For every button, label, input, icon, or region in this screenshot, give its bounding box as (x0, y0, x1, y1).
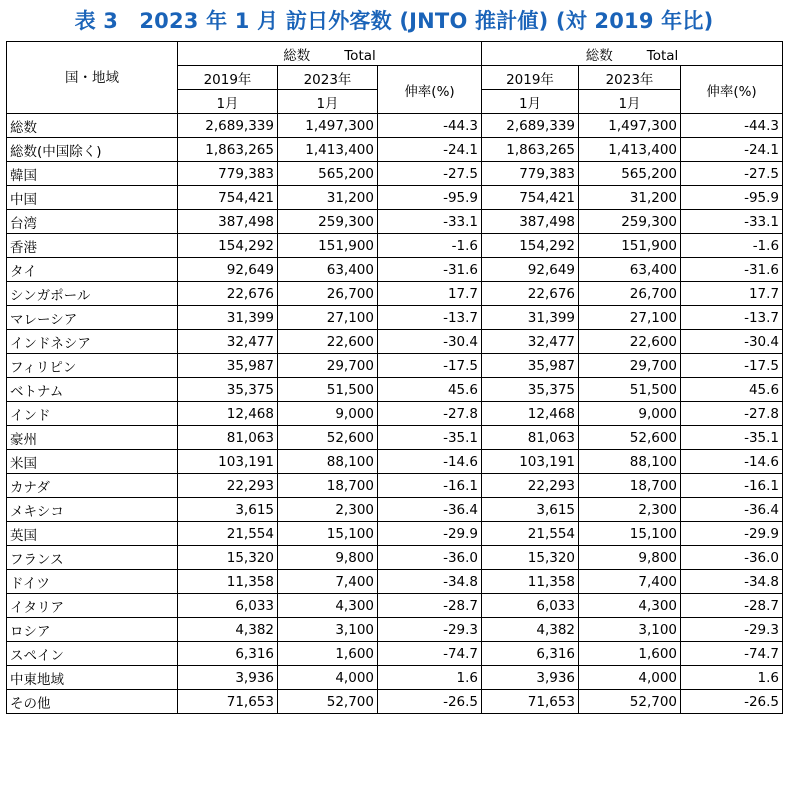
row-right-2023: 1,600 (579, 642, 681, 666)
visitor-table (6, 41, 783, 714)
row-left-2023: 1,600 (278, 642, 378, 666)
table-row (7, 378, 783, 402)
row-left-pct: -74.7 (378, 642, 482, 666)
row-left-2023: 51,500 (278, 378, 378, 402)
table-row (7, 498, 783, 522)
row-right-pct: -74.7 (681, 642, 783, 666)
row-name: カナダ (7, 474, 178, 498)
row-right-2023: 1,413,400 (579, 138, 681, 162)
row-left-2019: 154,292 (178, 234, 278, 258)
row-left-2023: 29,700 (278, 354, 378, 378)
row-name: フランス (7, 546, 178, 570)
row-left-2019: 6,033 (178, 594, 278, 618)
row-name: スペイン (7, 642, 178, 666)
row-name: 中国 (7, 186, 178, 210)
table-row (7, 474, 783, 498)
row-right-2023: 7,400 (579, 570, 681, 594)
row-name: タイ (7, 258, 178, 282)
row-right-2023: 27,100 (579, 306, 681, 330)
row-right-2019: 4,382 (482, 618, 579, 642)
row-left-2023: 7,400 (278, 570, 378, 594)
row-left-2019: 12,468 (178, 402, 278, 426)
header-right-month-2023: 1月 (579, 90, 681, 114)
row-right-2023: 4,000 (579, 666, 681, 690)
table-row (7, 618, 783, 642)
row-left-2019: 754,421 (178, 186, 278, 210)
row-left-pct: -36.4 (378, 498, 482, 522)
row-right-pct: -29.3 (681, 618, 783, 642)
row-left-pct: -26.5 (378, 690, 482, 714)
row-right-2019: 22,676 (482, 282, 579, 306)
row-right-pct: 17.7 (681, 282, 783, 306)
row-right-2023: 565,200 (579, 162, 681, 186)
row-right-pct: -30.4 (681, 330, 783, 354)
row-right-2023: 52,700 (579, 690, 681, 714)
row-left-2023: 63,400 (278, 258, 378, 282)
header-right-2023: 2023年 (579, 66, 681, 90)
row-name: 米国 (7, 450, 178, 474)
row-right-2023: 259,300 (579, 210, 681, 234)
row-right-2019: 387,498 (482, 210, 579, 234)
row-right-2019: 103,191 (482, 450, 579, 474)
table-row (7, 690, 783, 714)
row-left-2019: 31,399 (178, 306, 278, 330)
row-right-2019: 6,033 (482, 594, 579, 618)
row-right-2023: 52,600 (579, 426, 681, 450)
row-right-2019: 779,383 (482, 162, 579, 186)
table-row (7, 114, 783, 138)
row-right-pct: 1.6 (681, 666, 783, 690)
row-left-pct: -24.1 (378, 138, 482, 162)
row-left-2019: 21,554 (178, 522, 278, 546)
row-left-2019: 1,863,265 (178, 138, 278, 162)
row-right-pct: -35.1 (681, 426, 783, 450)
row-left-2023: 15,100 (278, 522, 378, 546)
row-name: 総数(中国除く) (7, 138, 178, 162)
row-right-2019: 2,689,339 (482, 114, 579, 138)
table-row (7, 594, 783, 618)
row-left-pct: 17.7 (378, 282, 482, 306)
row-left-2023: 88,100 (278, 450, 378, 474)
row-right-2019: 1,863,265 (482, 138, 579, 162)
header-group-left (178, 42, 482, 66)
row-right-pct: -16.1 (681, 474, 783, 498)
row-right-2019: 32,477 (482, 330, 579, 354)
header-left-month-2023: 1月 (278, 90, 378, 114)
table-row (7, 642, 783, 666)
row-name: ロシア (7, 618, 178, 642)
row-name: ベトナム (7, 378, 178, 402)
row-right-2019: 35,375 (482, 378, 579, 402)
row-left-2023: 22,600 (278, 330, 378, 354)
row-left-2019: 81,063 (178, 426, 278, 450)
table-row (7, 402, 783, 426)
table-row (7, 570, 783, 594)
row-left-2023: 2,300 (278, 498, 378, 522)
table-row (7, 306, 783, 330)
row-right-2019: 6,316 (482, 642, 579, 666)
row-right-2019: 81,063 (482, 426, 579, 450)
row-right-2023: 151,900 (579, 234, 681, 258)
header-corner: 国・地域 (7, 42, 178, 114)
header-left-2019: 2019年 (178, 66, 278, 90)
row-right-pct: -24.1 (681, 138, 783, 162)
row-left-2019: 387,498 (178, 210, 278, 234)
row-left-2023: 3,100 (278, 618, 378, 642)
row-name: インド (7, 402, 178, 426)
row-right-2023: 18,700 (579, 474, 681, 498)
table-row (7, 354, 783, 378)
row-left-pct: -31.6 (378, 258, 482, 282)
row-right-pct: -27.5 (681, 162, 783, 186)
row-right-pct: -14.6 (681, 450, 783, 474)
row-right-2023: 26,700 (579, 282, 681, 306)
row-left-2019: 22,676 (178, 282, 278, 306)
row-name: 総数 (7, 114, 178, 138)
row-right-2019: 22,293 (482, 474, 579, 498)
row-left-pct: -13.7 (378, 306, 482, 330)
row-right-2019: 71,653 (482, 690, 579, 714)
row-name: 英国 (7, 522, 178, 546)
header-group-left-total: Total (344, 47, 376, 64)
row-left-2023: 565,200 (278, 162, 378, 186)
row-left-2023: 9,800 (278, 546, 378, 570)
row-left-pct: -95.9 (378, 186, 482, 210)
table-row (7, 186, 783, 210)
row-left-2023: 52,700 (278, 690, 378, 714)
table-row (7, 162, 783, 186)
row-right-pct: -13.7 (681, 306, 783, 330)
row-right-2019: 92,649 (482, 258, 579, 282)
row-right-pct: -33.1 (681, 210, 783, 234)
row-name: インドネシア (7, 330, 178, 354)
row-right-2023: 29,700 (579, 354, 681, 378)
row-left-pct: -16.1 (378, 474, 482, 498)
row-right-pct: -17.5 (681, 354, 783, 378)
row-left-2023: 4,000 (278, 666, 378, 690)
row-right-2023: 3,100 (579, 618, 681, 642)
row-left-2019: 35,375 (178, 378, 278, 402)
row-right-2023: 9,000 (579, 402, 681, 426)
row-left-pct: -44.3 (378, 114, 482, 138)
row-right-2023: 51,500 (579, 378, 681, 402)
row-left-2019: 11,358 (178, 570, 278, 594)
row-left-2023: 1,497,300 (278, 114, 378, 138)
row-right-pct: -95.9 (681, 186, 783, 210)
row-left-pct: 45.6 (378, 378, 482, 402)
row-left-pct: -34.8 (378, 570, 482, 594)
row-left-2019: 15,320 (178, 546, 278, 570)
row-left-pct: -17.5 (378, 354, 482, 378)
table-row (7, 522, 783, 546)
header-left-2023: 2023年 (278, 66, 378, 90)
row-right-pct: 45.6 (681, 378, 783, 402)
row-name: 韓国 (7, 162, 178, 186)
row-left-2019: 71,653 (178, 690, 278, 714)
page-title: 表 3 2023 年 1 月 訪日外客数 (JNTO 推計値) (対 2019 年比) (74, 9, 714, 33)
row-right-pct: -44.3 (681, 114, 783, 138)
row-left-2023: 259,300 (278, 210, 378, 234)
row-name: 中東地域 (7, 666, 178, 690)
row-name: その他 (7, 690, 178, 714)
row-right-pct: -36.0 (681, 546, 783, 570)
header-group-right (482, 42, 783, 66)
row-left-2019: 32,477 (178, 330, 278, 354)
table-row (7, 426, 783, 450)
table-row (7, 258, 783, 282)
row-right-2019: 15,320 (482, 546, 579, 570)
row-left-2019: 779,383 (178, 162, 278, 186)
row-left-2019: 2,689,339 (178, 114, 278, 138)
row-left-2023: 31,200 (278, 186, 378, 210)
row-name: 台湾 (7, 210, 178, 234)
row-right-2023: 2,300 (579, 498, 681, 522)
row-left-2019: 3,615 (178, 498, 278, 522)
row-left-pct: -28.7 (378, 594, 482, 618)
header-right-2019: 2019年 (482, 66, 579, 90)
row-left-2023: 18,700 (278, 474, 378, 498)
row-right-2019: 11,358 (482, 570, 579, 594)
row-left-2019: 4,382 (178, 618, 278, 642)
row-name: 豪州 (7, 426, 178, 450)
header-row-group (7, 42, 783, 66)
row-right-pct: -29.9 (681, 522, 783, 546)
row-left-2023: 26,700 (278, 282, 378, 306)
row-name: フィリピン (7, 354, 178, 378)
header-right-pct: 伸率(%) (681, 66, 783, 114)
row-name: 香港 (7, 234, 178, 258)
table-row (7, 546, 783, 570)
row-name: ドイツ (7, 570, 178, 594)
row-right-pct: -36.4 (681, 498, 783, 522)
row-left-2023: 9,000 (278, 402, 378, 426)
row-left-2019: 3,936 (178, 666, 278, 690)
row-left-pct: -27.5 (378, 162, 482, 186)
header-right-month-2019: 1月 (482, 90, 579, 114)
row-name: マレーシア (7, 306, 178, 330)
row-right-2019: 3,936 (482, 666, 579, 690)
row-right-2023: 63,400 (579, 258, 681, 282)
table-row (7, 450, 783, 474)
row-right-2023: 88,100 (579, 450, 681, 474)
row-left-pct: -33.1 (378, 210, 482, 234)
row-right-pct: -27.8 (681, 402, 783, 426)
row-right-2023: 31,200 (579, 186, 681, 210)
row-right-2019: 3,615 (482, 498, 579, 522)
row-right-pct: -1.6 (681, 234, 783, 258)
row-left-pct: -35.1 (378, 426, 482, 450)
row-left-2019: 35,987 (178, 354, 278, 378)
row-right-2019: 754,421 (482, 186, 579, 210)
row-right-2023: 15,100 (579, 522, 681, 546)
row-left-pct: -36.0 (378, 546, 482, 570)
header-group-left-label: 総数 (283, 47, 311, 64)
row-left-pct: -1.6 (378, 234, 482, 258)
row-left-pct: -29.3 (378, 618, 482, 642)
row-left-2019: 22,293 (178, 474, 278, 498)
row-left-2023: 4,300 (278, 594, 378, 618)
header-group-right-label: 総数 (585, 47, 613, 64)
row-left-2019: 103,191 (178, 450, 278, 474)
row-left-2019: 92,649 (178, 258, 278, 282)
table-row (7, 666, 783, 690)
row-name: シンガポール (7, 282, 178, 306)
row-left-pct: -14.6 (378, 450, 482, 474)
row-right-2019: 12,468 (482, 402, 579, 426)
header-group-right-total: Total (646, 47, 679, 64)
row-right-2019: 154,292 (482, 234, 579, 258)
row-left-2023: 151,900 (278, 234, 378, 258)
row-right-2023: 22,600 (579, 330, 681, 354)
row-left-pct: -30.4 (378, 330, 482, 354)
table-row (7, 138, 783, 162)
row-right-pct: -34.8 (681, 570, 783, 594)
row-name: メキシコ (7, 498, 178, 522)
row-right-2019: 35,987 (482, 354, 579, 378)
row-right-2019: 31,399 (482, 306, 579, 330)
table-row (7, 234, 783, 258)
row-left-pct: -29.9 (378, 522, 482, 546)
row-right-2019: 21,554 (482, 522, 579, 546)
row-left-2019: 6,316 (178, 642, 278, 666)
row-name: イタリア (7, 594, 178, 618)
table-row (7, 210, 783, 234)
header-left-month-2019: 1月 (178, 90, 278, 114)
table-row (7, 282, 783, 306)
row-right-2023: 9,800 (579, 546, 681, 570)
row-left-2023: 52,600 (278, 426, 378, 450)
row-right-pct: -26.5 (681, 690, 783, 714)
row-left-pct: -27.8 (378, 402, 482, 426)
row-right-pct: -31.6 (681, 258, 783, 282)
row-left-pct: 1.6 (378, 666, 482, 690)
row-right-2023: 1,497,300 (579, 114, 681, 138)
row-right-pct: -28.7 (681, 594, 783, 618)
row-left-2023: 27,100 (278, 306, 378, 330)
header-left-pct: 伸率(%) (378, 66, 482, 114)
row-left-2023: 1,413,400 (278, 138, 378, 162)
row-right-2023: 4,300 (579, 594, 681, 618)
table-row (7, 330, 783, 354)
